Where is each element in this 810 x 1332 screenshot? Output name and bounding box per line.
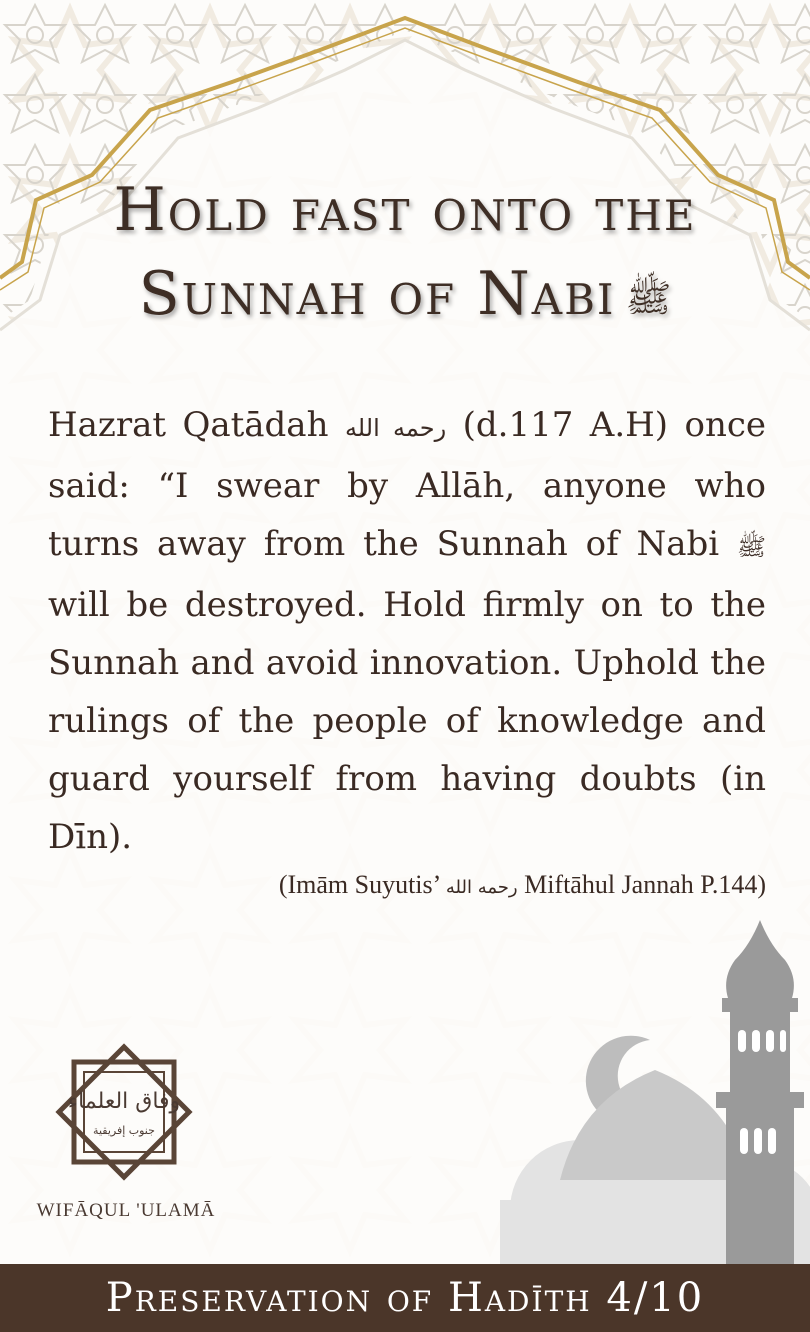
hadith-text-part-3: will be destroyed. Hold firmly on to the Sunnah and avoid innovation. Uphold the rulings of the people of knowledge and guard yourself from having doubts (in Dīn). (48, 585, 766, 857)
citation-suffix: Miftāhul Jannah P.144) (524, 870, 766, 899)
citation-glyph: رحمه الله (445, 877, 518, 898)
title-line-2-text: Sunnah of Nabi (138, 259, 616, 329)
logo-arabic-main: وفاق العلماء (67, 1089, 181, 1114)
logo-caption: WIFĀQUL 'ULAMĀ (36, 1200, 216, 1221)
hadith-text-part-2: (d.117 A.H) once said: “I swear by Allāh, anyone who turns away from the Sunnah of Nabi (48, 405, 767, 564)
salawat-glyph: ﷺ (625, 276, 672, 321)
hadith-text (48, 396, 766, 866)
wifaqul-ulama-logo (48, 1036, 200, 1188)
footer-bar (0, 1264, 810, 1332)
citation (279, 870, 766, 900)
footer-text: Preservation of Hadīth 4/10 (105, 1275, 705, 1321)
title-line-2 (0, 252, 810, 340)
rahimahullah-glyph: رحمه الله (344, 414, 447, 442)
logo-arabic-sub: جنوب إفريقية (93, 1124, 155, 1137)
salawat-glyph-inline: ﷺ (737, 533, 766, 561)
mosque-illustration (460, 920, 810, 1265)
citation-prefix: (Imām Suyutis’ (278, 870, 440, 899)
hadith-text-part-1: Hazrat Qatādah (48, 405, 329, 445)
title-line-1: Hold fast onto the (113, 175, 697, 245)
page-title (0, 168, 810, 340)
